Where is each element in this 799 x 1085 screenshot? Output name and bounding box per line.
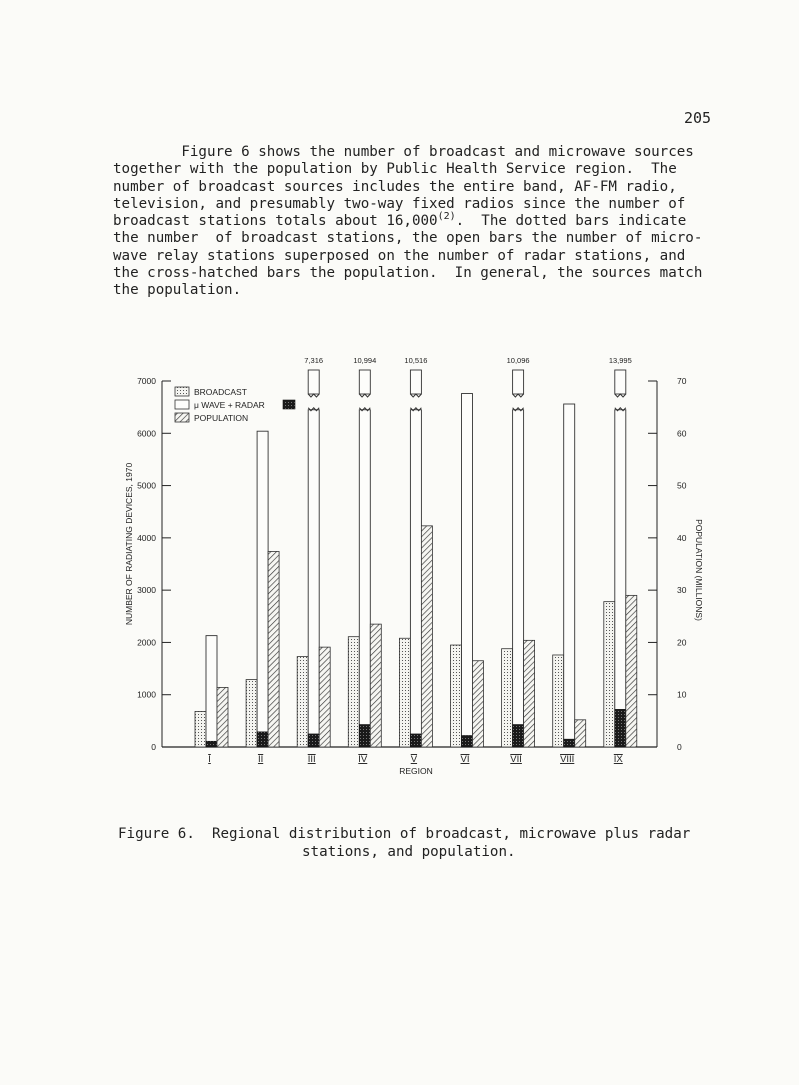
broadcast-bar [502, 649, 513, 747]
left-axis-tick-label: 6000 [137, 428, 156, 439]
legend-swatch-population [175, 413, 189, 422]
broadcast-bar [604, 602, 615, 747]
region-label: II [257, 754, 264, 765]
page-number: 205 [684, 109, 712, 127]
chart-bars [195, 370, 637, 747]
body-line: wave relay stations superposed on the number of radar stations, and [113, 247, 686, 264]
region-label: IV [358, 754, 368, 765]
radar-bar [564, 739, 575, 747]
population-bar [473, 661, 484, 747]
microwave-radar-bar [564, 404, 575, 747]
radar-bar [308, 734, 319, 747]
radar-bar [462, 735, 473, 747]
microwave-radar-bar [206, 636, 217, 747]
body-paragraph [113, 144, 703, 300]
population-bar [524, 640, 535, 747]
radar-bar [206, 741, 217, 747]
bar-break-mark [513, 394, 524, 397]
population-bar [575, 720, 586, 747]
bar-break-mark [410, 394, 421, 397]
body-line-with-reference [113, 213, 703, 230]
microwave-radar-bar-top [513, 370, 524, 394]
left-axis-tick-label: 7000 [137, 376, 156, 386]
population-bar [319, 647, 330, 747]
bar-value-label: 10,516 [404, 356, 428, 365]
region-label: I [208, 754, 211, 765]
x-axis-title: REGION [399, 766, 433, 776]
microwave-radar-bar [257, 431, 268, 747]
body-line: Figure 6 shows the number of broadcast and microwave sources [113, 144, 694, 160]
right-axis-tick-label: 70 [677, 376, 687, 386]
population-bar [217, 687, 228, 747]
radar-bar [513, 725, 524, 747]
bar-break-mark [359, 394, 370, 397]
caption-line: stations, and population. [302, 844, 516, 860]
legend-label: POPULATION [194, 413, 249, 423]
microwave-radar-bar-top [308, 370, 319, 394]
caption-line: Figure 6. Regional distribution of broadcast, microwave plus radar [118, 826, 691, 842]
radar-bar [615, 709, 626, 747]
right-axis-tick-label: 50 [677, 480, 687, 491]
population-bar [268, 551, 279, 747]
population-bar [370, 624, 381, 747]
left-axis-tick-label: 5000 [137, 480, 156, 491]
body-line: the cross-hatched bars the population. In general, the sources match [113, 265, 703, 282]
chart-legend [175, 387, 295, 423]
right-axis-tick-label: 10 [677, 689, 687, 700]
microwave-radar-bar [615, 410, 626, 747]
population-bar [626, 595, 637, 747]
broadcast-bar [553, 655, 564, 747]
broadcast-bar [451, 645, 462, 747]
legend-swatch-radar [283, 400, 295, 409]
legend-swatch-microwave [175, 400, 189, 409]
bar-value-label: 10,096 [506, 356, 530, 365]
body-line-part: broadcast stations totals about 16,000 [113, 213, 438, 230]
region-label: VI [460, 754, 470, 765]
body-line: together with the population by Public Health Service region. The [113, 161, 677, 178]
microwave-radar-bar [513, 410, 524, 747]
microwave-radar-bar-top [359, 370, 370, 394]
region-label: III [307, 754, 316, 765]
left-axis-tick-label: 1000 [137, 689, 156, 700]
body-line: the number of broadcast stations, the open bars the number of micro- [113, 230, 703, 247]
right-axis-tick-label: 20 [677, 637, 687, 648]
broadcast-bar [348, 637, 359, 747]
left-axis-tick-label: 3000 [137, 585, 156, 596]
legend-label: BROADCAST [194, 387, 247, 397]
bar-value-label: 10,994 [353, 356, 377, 365]
radar-bar [410, 734, 421, 747]
region-label: VII [510, 754, 522, 765]
region-label: V [410, 754, 418, 765]
right-axis-tick-label: 0 [677, 742, 682, 752]
bar-chart [110, 350, 710, 780]
right-axis-tick-label: 40 [677, 532, 687, 543]
reference-superscript: (2) [437, 211, 456, 223]
bar-break-mark [615, 394, 626, 397]
microwave-radar-bar [410, 410, 421, 747]
region-label: VIII [560, 754, 575, 765]
population-bar [421, 526, 432, 747]
region-label: IX [613, 754, 623, 765]
body-line: the population. [113, 282, 242, 299]
y-axis-title: NUMBER OF RADIATING DEVICES, 1970 [124, 462, 134, 626]
microwave-radar-bar-top [410, 370, 421, 394]
radar-bar [359, 725, 370, 747]
broadcast-bar [246, 680, 257, 747]
broadcast-bar [195, 711, 206, 747]
right-axis-tick-label: 30 [677, 585, 687, 596]
figure-caption [118, 825, 691, 861]
figure-6-chart [110, 350, 710, 780]
legend-swatch-broadcast [175, 387, 189, 396]
microwave-radar-bar [359, 410, 370, 747]
bar-break-mark [308, 394, 319, 397]
body-line: number of broadcast sources includes the entire band, AF-FM radio, [113, 178, 677, 195]
bar-value-label: 7,316 [304, 356, 324, 365]
right-axis-tick-label: 60 [677, 428, 687, 439]
broadcast-bar [297, 657, 308, 747]
microwave-radar-bar [462, 394, 473, 747]
left-axis-tick-label: 0 [151, 742, 156, 752]
microwave-radar-bar [308, 410, 319, 747]
left-axis-tick-label: 2000 [137, 637, 156, 648]
body-line-part: . The dotted bars indicate [455, 213, 687, 230]
broadcast-bar [399, 638, 410, 747]
legend-label: μ WAVE + RADAR [194, 400, 265, 410]
microwave-radar-bar-top [615, 370, 626, 394]
y2-axis-title: POPULATION (MILLIONS) [694, 519, 704, 621]
bar-value-label: 13,995 [608, 356, 632, 365]
left-axis-tick-label: 4000 [137, 532, 156, 543]
body-line: television, and presumably two-way fixed radios since the number of [113, 195, 686, 212]
radar-bar [257, 732, 268, 747]
